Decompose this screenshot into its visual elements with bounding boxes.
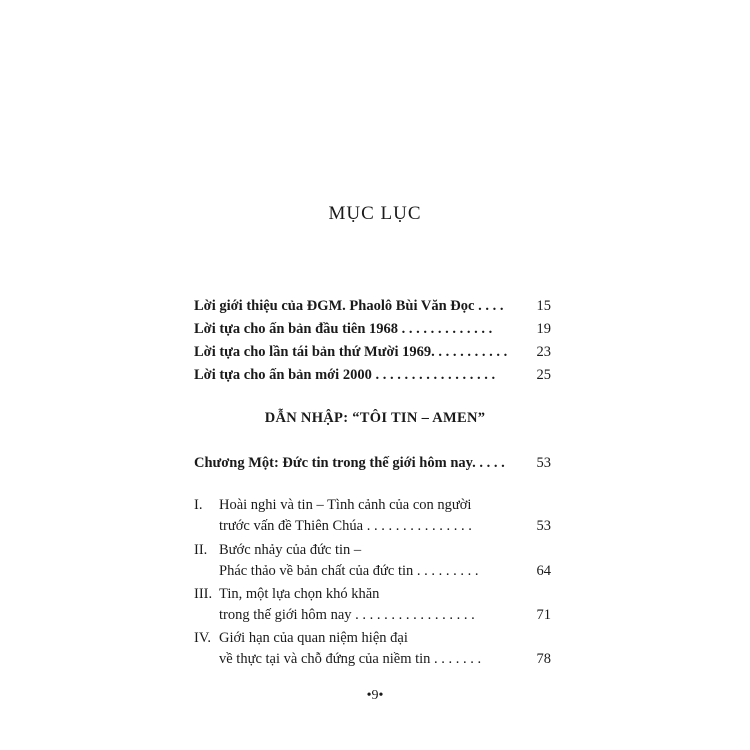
- toc-entry-page: 23: [536, 344, 551, 360]
- page-number: •9•: [366, 688, 384, 703]
- item-title-line2: về thực tại và chỗ đứng của niềm tin . . . . . . .: [219, 651, 482, 667]
- toc-entry: [194, 321, 551, 338]
- toc-entry-text: Lời tựa cho ấn bản mới 2000 . . . . . . . . . . . . . . . . .: [194, 367, 496, 383]
- item-page: 53: [536, 518, 551, 534]
- item-title-line1: Tin, một lựa chọn khó khăn: [219, 586, 380, 602]
- toc-entry: [194, 298, 551, 315]
- chapter-entry: [194, 455, 551, 472]
- toc-entry: [194, 344, 551, 361]
- item-page: 78: [536, 651, 551, 667]
- toc-entry-page: 15: [536, 298, 551, 314]
- toc-entry-text: Lời tựa cho lần tái bản thứ Mười 1969. . . . . . . . . . .: [194, 344, 508, 360]
- item-numeral: III.: [194, 586, 213, 602]
- item-title-line1: Bước nhảy của đức tin –: [219, 542, 362, 558]
- item-title-line1: Hoài nghi và tin – Tình cảnh của con người: [219, 497, 472, 513]
- item-page: 71: [536, 607, 551, 623]
- toc-entry-page: 19: [536, 321, 551, 337]
- item-numeral: II.: [194, 542, 208, 558]
- item-numeral: I.: [194, 497, 203, 513]
- toc-entry-text: Lời tựa cho ấn bản đầu tiên 1968 . . . . . . . . . . . . .: [194, 321, 493, 337]
- chapter-page: 53: [536, 455, 551, 471]
- item-title-line1: Giới hạn của quan niệm hiện đại: [219, 630, 408, 646]
- toc-entry-page: 25: [536, 367, 551, 383]
- item-page: 64: [536, 563, 551, 579]
- chapter-title: Chương Một: Đức tin trong thế giới hôm nay. . . . .: [194, 455, 505, 471]
- toc-entry-text: Lời giới thiệu của ĐGM. Phaolô Bùi Văn Đọc . . . .: [194, 298, 504, 314]
- item-title-line2: trước vấn đề Thiên Chúa . . . . . . . . . . . . . . .: [219, 518, 472, 534]
- item-title-line2: Phác thảo về bản chất của đức tin . . . . . . . . .: [219, 563, 479, 579]
- item-title-line2: trong thế giới hôm nay . . . . . . . . . . . . . . . . .: [219, 607, 475, 623]
- page-title: MỤC LỤC: [328, 203, 422, 224]
- toc-entry: [194, 367, 551, 384]
- item-numeral: IV.: [194, 630, 212, 646]
- section-heading: DẪN NHẬP: “TÔI TIN – AMEN”: [264, 410, 486, 426]
